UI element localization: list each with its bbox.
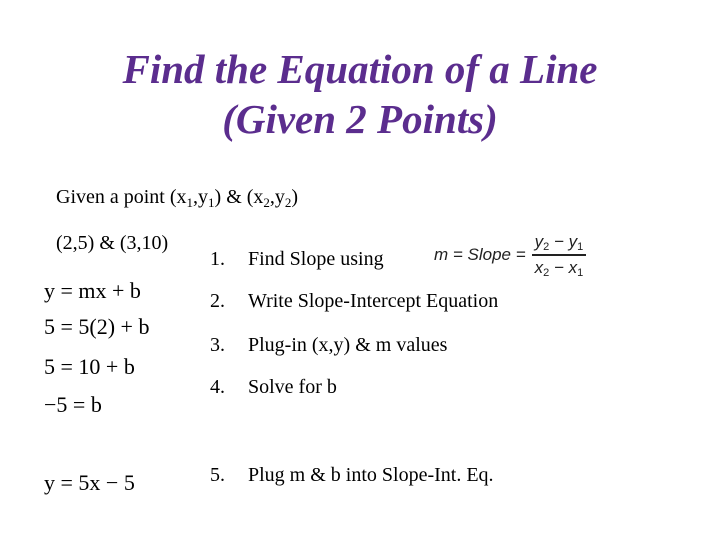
given-sub-3: 2 bbox=[263, 195, 270, 210]
slope-denominator bbox=[532, 258, 587, 278]
given-sub-1: 1 bbox=[186, 195, 194, 210]
num-y-sub-1: 1 bbox=[577, 241, 584, 253]
num-y-sub-2: 2 bbox=[543, 241, 550, 253]
given-mid-2: ) & (x bbox=[214, 186, 264, 208]
step-4 bbox=[210, 376, 337, 399]
slope-formula-lhs: m = Slope = bbox=[434, 244, 526, 264]
title-line-2: (Given 2 Points) bbox=[222, 96, 498, 142]
den-x: x bbox=[534, 257, 544, 277]
step-5-text: Plug m & b into Slope-Int. Eq. bbox=[248, 464, 494, 486]
den-minus-x: − x bbox=[549, 257, 578, 277]
work-line-4: −5 = b bbox=[44, 392, 102, 417]
step-5-number: 5. bbox=[210, 464, 225, 486]
step-2 bbox=[210, 290, 498, 313]
example-points: (2,5) & (3,10) bbox=[56, 232, 169, 254]
step-1-text: Find Slope using bbox=[248, 248, 384, 270]
given-sub-4: 2 bbox=[284, 195, 292, 210]
slope-fraction bbox=[532, 232, 587, 278]
step-3-text: Plug-in (x,y) & m values bbox=[248, 334, 448, 356]
step-4-text: Solve for b bbox=[248, 376, 337, 398]
step-2-number: 2. bbox=[210, 290, 225, 312]
given-suffix: ) bbox=[291, 186, 299, 208]
slope-formula bbox=[434, 232, 586, 278]
num-y: y bbox=[534, 232, 544, 251]
slide-title bbox=[0, 44, 720, 144]
fraction-bar bbox=[532, 254, 587, 256]
given-mid-3: ,y bbox=[269, 186, 285, 208]
given-mid-1: ,y bbox=[193, 186, 209, 208]
given-prefix: Given a point (x bbox=[56, 186, 187, 208]
den-x-sub-2: 2 bbox=[543, 266, 550, 279]
step-2-text: Write Slope-Intercept Equation bbox=[248, 290, 499, 312]
work-line-1: y = mx + b bbox=[44, 278, 141, 303]
step-3 bbox=[210, 334, 447, 357]
den-x-sub-1: 1 bbox=[577, 266, 584, 279]
slope-numerator bbox=[532, 232, 587, 252]
num-minus-y: − y bbox=[549, 232, 578, 251]
step-5 bbox=[210, 464, 494, 487]
given-sub-2: 1 bbox=[208, 195, 215, 210]
step-3-number: 3. bbox=[210, 334, 225, 356]
step-1-number: 1. bbox=[210, 248, 225, 270]
given-points-text bbox=[56, 186, 298, 209]
step-1 bbox=[210, 248, 384, 271]
title-line-1: Find the Equation of a Line bbox=[122, 46, 598, 92]
work-line-2: 5 = 5(2) + b bbox=[44, 314, 150, 339]
step-4-number: 4. bbox=[210, 376, 225, 398]
work-line-3: 5 = 10 + b bbox=[44, 354, 135, 379]
final-equation: y = 5x − 5 bbox=[44, 470, 135, 495]
